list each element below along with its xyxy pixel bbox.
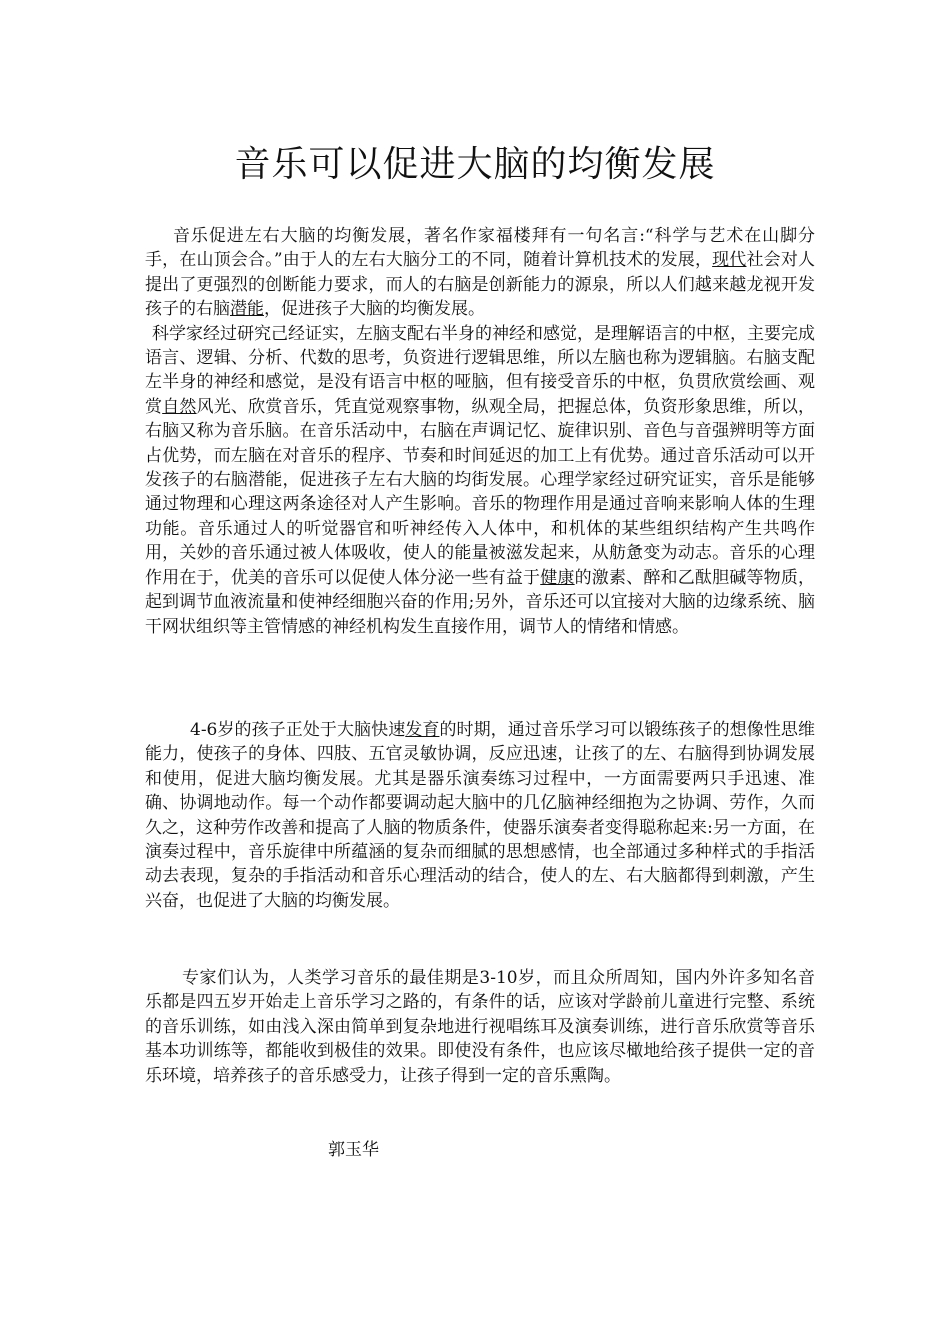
paragraph-1	[145, 224, 815, 639]
p1-link-health[interactable]: 健康	[540, 567, 575, 588]
p1-text-3: ，促进孩子大脑的均衡发展。	[264, 299, 485, 320]
p1-link-modern[interactable]: 现代	[712, 250, 747, 271]
p1-text-4: 科学家经过研究己经证实，左脑支配右半身的神经和感觉，是理解语言的中枢，主要完成语言、逻辑、分析、代数的思考，负资进行逻辑思维，所以左脑也称为逻辑脑。右脑支配左半身的神经和感觉，是没有语言中枢的哑脑，但有接受音乐的中枢，负贯欣赏绘画、观赏	[145, 323, 815, 417]
p1-link-potential[interactable]: 潜能	[230, 299, 264, 320]
p1-text-2: 社会对人提出了更强烈的创断能力要求，而人的右脑是创新能力的源泉，所以人们越来越龙视开发孩子的右脑	[145, 250, 816, 320]
p3-text-1: 专家们认为，人类学习音乐的最佳期是3-10岁，而且众所周知，国内外许多知名音乐都是四五岁开始走上音乐学习之路的，有条件的话，应该对学龄前儿童进行完整、系统的音乐训练，如由浅入深由简单到复杂地进行视唱练耳及演奏训练，进行音乐欣赏等音乐基本功训练等，都能收到极佳的效果。即使没有条件，也应该尽橄地给孩子提供一定的音乐环境，培养孩子的音乐感受力，让孩子得到一定的音乐熏陶。	[145, 968, 815, 1086]
p2-text-2: 的时期，通过音乐学习可以锻练孩子的想像性思维能力，使孩子的身体、四肢、五官灵敏协调，反应迅速，让孩了的左、右脑得到协调发展和使用，促进大脑均衡发展。尤其是器乐演奏练习过程中，一方面需要两只手迅速、准确、协调地动作。每一个动作都要调动起大脑中的几亿脑神经细抱为之协调、劳作，久而久之，这种劳作改善和提高了人脑的物质条件，使器乐演奏者变得聪称起来:另一方面，在演奏过程中，音乐旋律中所蕴涵的复杂而细腻的思想感情，也全部通过多种样式的手指活动去表现，复杂的手指活动和音乐心理活动的结合，使人的左、右大脑都得到刺激，产生兴奋，也促进了大脑的均衡发展。	[145, 720, 816, 911]
p1-text-6: 的激素、醉和乙酞胆碱等物质，起到调节血液流量和使神经细胞兴奋的作用;另外，音乐还可以宜接对大脑的边缘系统、脑干网状组织等主管情感的神经机构发生直接作用，调节人的情绪和情感。	[145, 567, 816, 637]
paragraph-2	[145, 718, 815, 913]
author-name: 郭玉华	[328, 1140, 379, 1160]
p1-link-nature[interactable]: 自然	[162, 396, 197, 417]
paragraph-3	[145, 966, 815, 1088]
p2-link-development[interactable]: 发育	[405, 720, 440, 740]
p1-text-1: 音乐促进左右大脑的均衡发展，著名作家福楼拜有一句名言:“科学与艺术在山脚分手，在山顶会合。”由于人的左右大脑分工的不同，随着计算机技术的发展，	[145, 226, 815, 271]
p2-text-1: 4-6岁的孩子正处于大脑快速	[190, 720, 406, 740]
p1-text-5: 风光、欣赏音乐，凭直觉观察事物，纵观全局，把握总体，负资形象思维，所以，右脑又称为音乐脑。在音乐活动中，右脑在声调记忆、旋律识别、音色与音强辨明等方面占优势，而左脑在对音乐的程序、节奏和时间延迟的加工上有优势。通过音乐活动可以开发孩子的右脑潜能，促进孩子左右大脑的均街发展。心理学家经过研究证实，音乐是能够通过物理和心理这两条途径对人产生影响。音乐的物理作用是通过音响来影响人体的生理功能。音乐通过人的听觉器官和听神经传入人体中，和机体的某些组织结构产生共鸣作用，关妙的音乐通过被人体吸收，使人的能量被滋发起来，从舫惫变为动志。音乐的心理作用在于，优美的音乐可以促使人体分泌一些有益于	[145, 396, 816, 588]
document-title: 音乐可以促进大脑的均衡发展	[234, 144, 716, 185]
